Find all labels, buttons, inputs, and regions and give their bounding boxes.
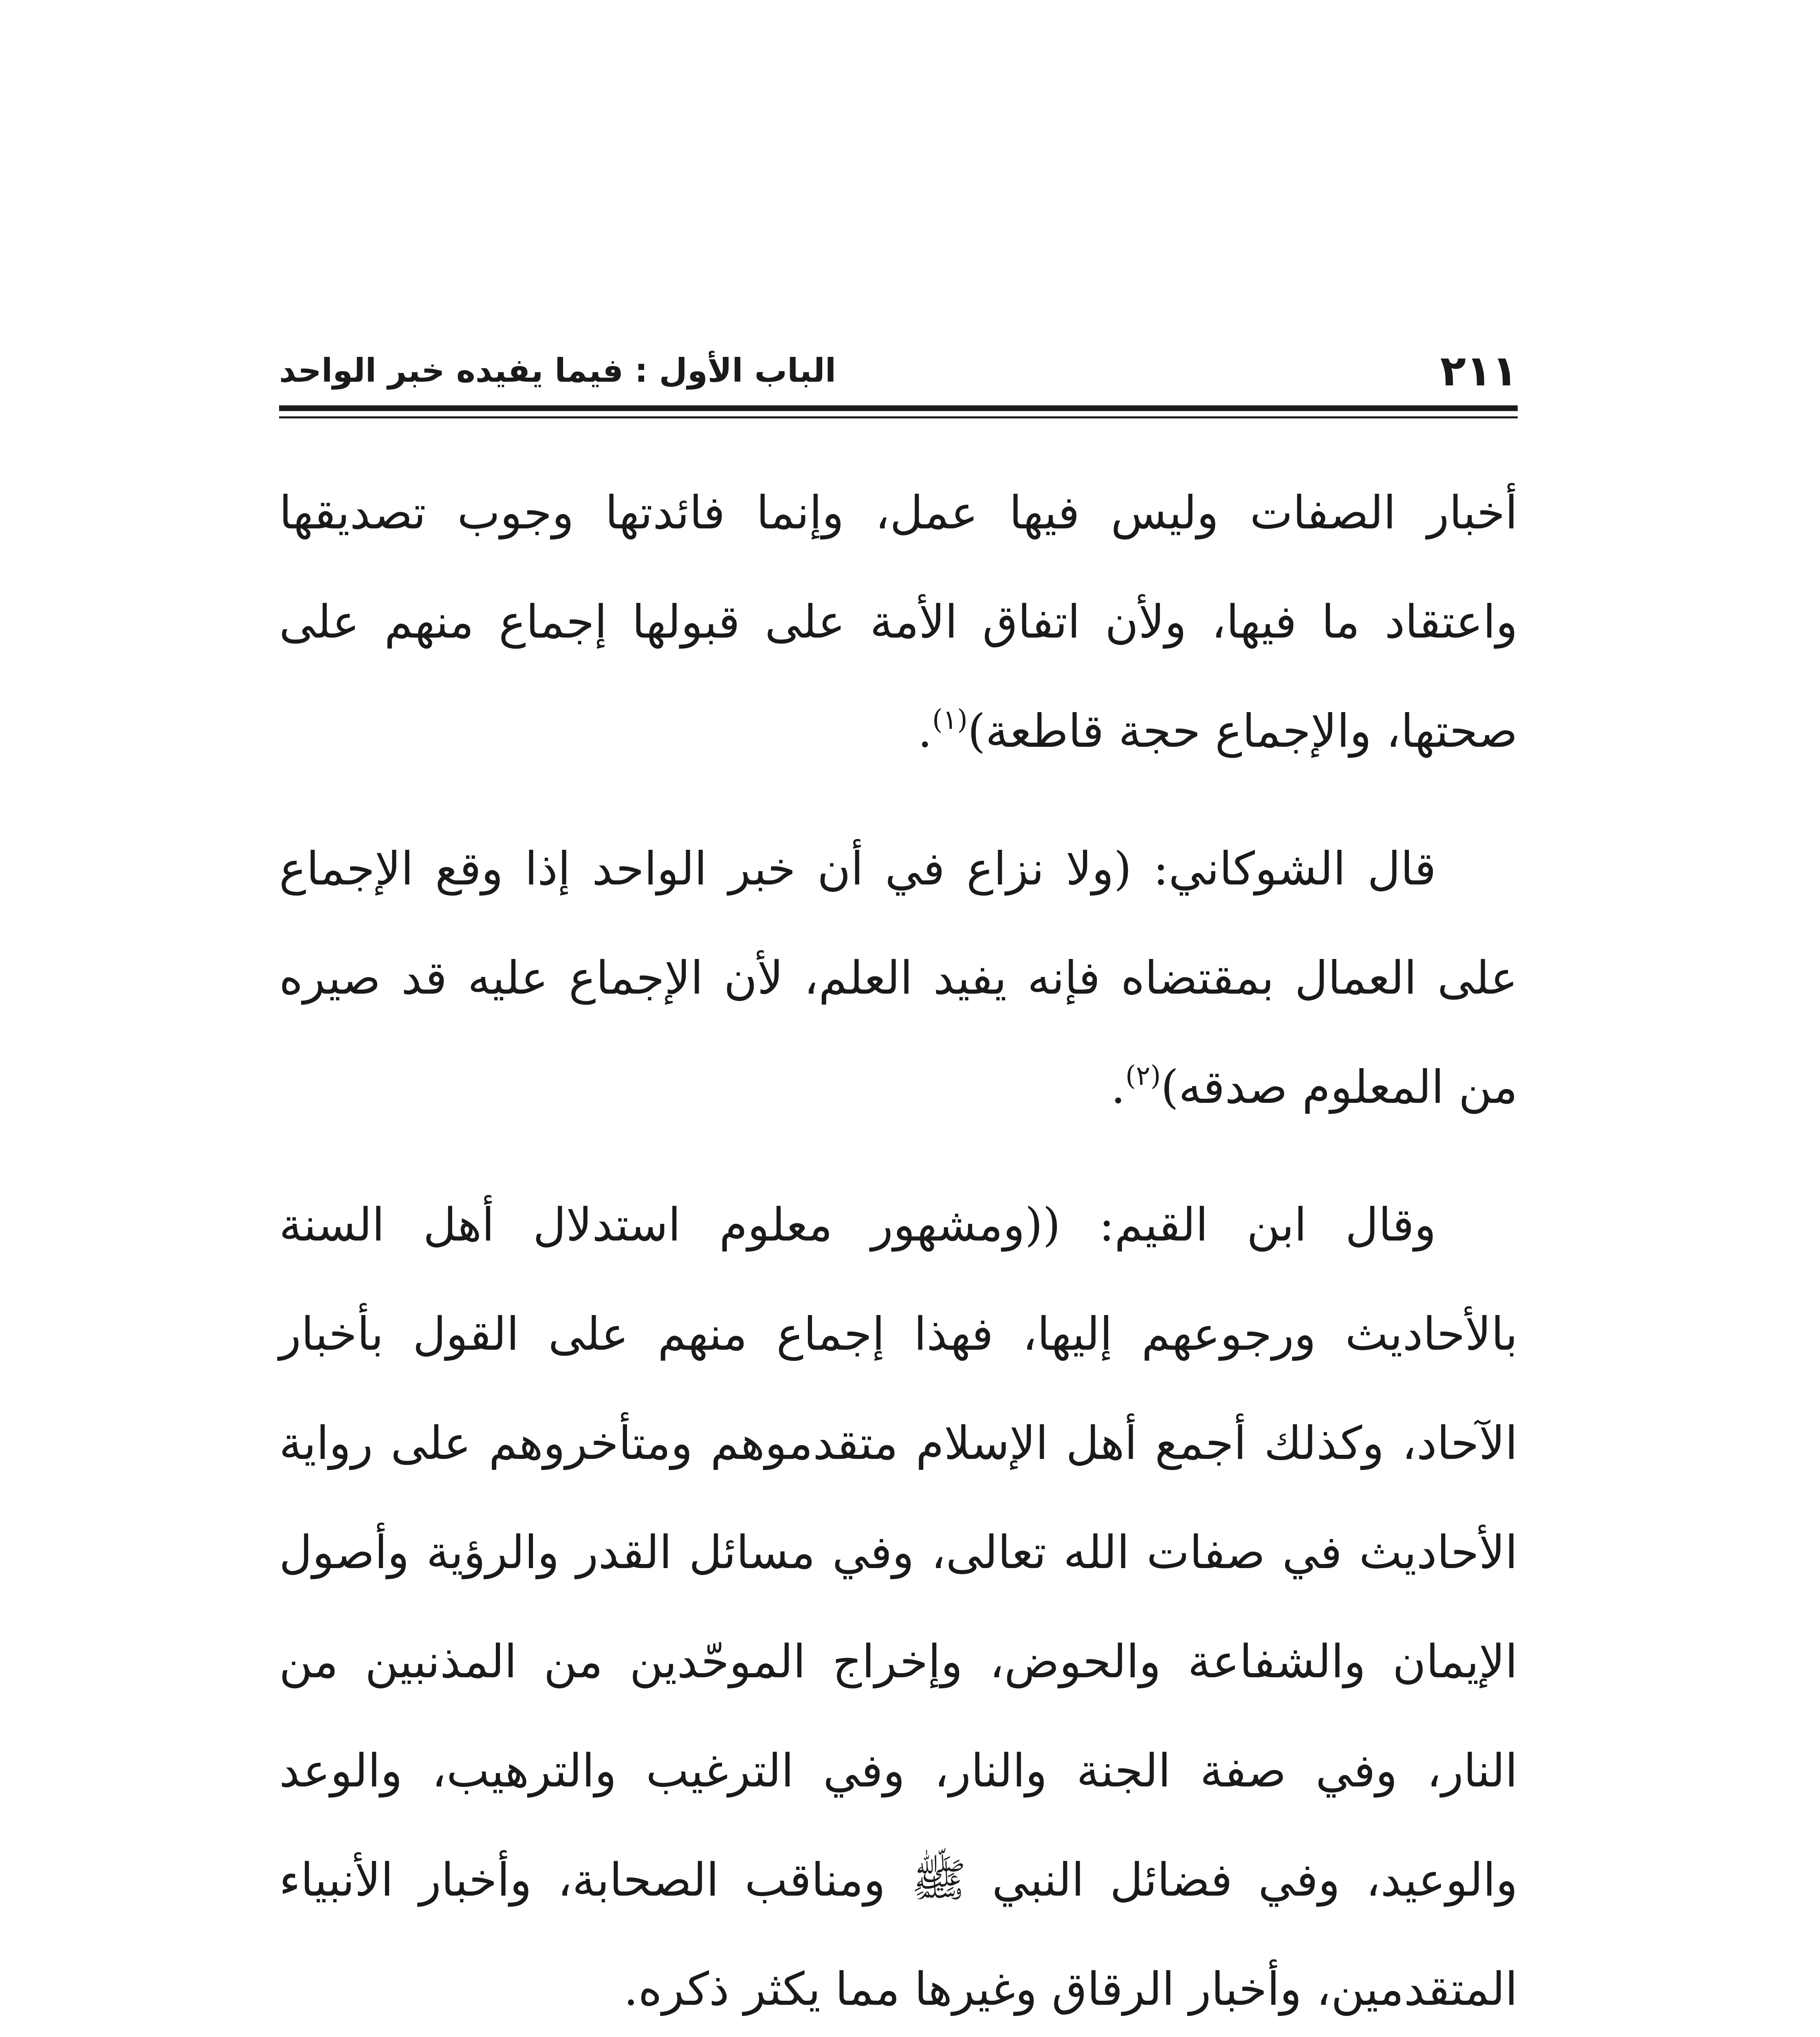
page-number: ٢١١ (1440, 346, 1518, 396)
paragraph-2-text: قال الشوكاني: (ولا نزاع في أن خبر الواحد إذا وقع الإجماع على العمال بمقتضاه فإنه يفيد العلم، لأن الإجماع عليه قد صيره من المعلوم صدقه) (279, 843, 1518, 1114)
header-rule-thick (279, 405, 1518, 411)
paragraph-1-end: . (918, 705, 932, 758)
paragraph-1 (279, 458, 1518, 786)
paragraph-3: وقال ابن القيم: ((ومشهور معلوم استدلال أهل السنة بالأحاديث ورجوعهم إليها، فهذا إجماع منهم على القول بأخبار الآحاد، وكذلك أجمع أهل الإسلام متقدموهم ومتأخروهم على رواية الأحاديث في صفات الله تعالى، وفي مسائل القدر والرؤية وأصول الإيمان والشفاعة والحوض، وإخراج الموحّدين من المذنبين من النار، وفي صفة الجنة والنار، وفي الترغيب والترهيب، والوعد والوعيد، وفي فضائل النبي ﷺ ومناقب الصحابة، وأخبار الأنبياء المتقدمين، وأخبار الرقاق وغيرها مما يكثر ذكره. (279, 1199, 1518, 2016)
page-header (279, 346, 1518, 396)
footnote-ref-2[interactable]: (٢) (1125, 1060, 1161, 1091)
paragraph-1-text: أخبار الصفات وليس فيها عمل، وإنما فائدتها وجوب تصديقها واعتقاد ما فيها، ولأن اتفاق الأمة على قبولها إجماع منهم على صحتها، والإجماع حجة قاطعة) (279, 486, 1518, 758)
footnote-ref-1[interactable]: (١) (932, 704, 968, 735)
main-text (279, 458, 1518, 2037)
running-title: الباب الأول : فيما يفيده خبر الواحد (279, 352, 836, 389)
header-rule-thin (279, 416, 1518, 418)
paragraph-2 (279, 814, 1518, 1142)
paragraph-2-end: . (1111, 1061, 1126, 1114)
